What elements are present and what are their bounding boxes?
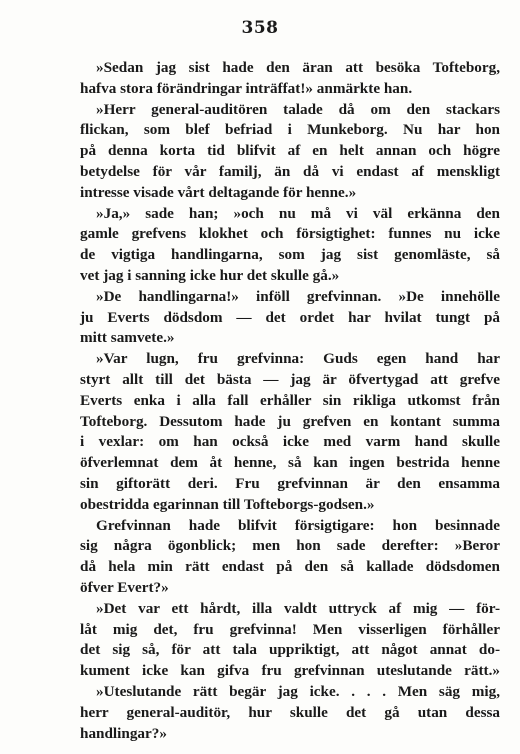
- text-line: intresse visade vårt deltagande för henne.»: [80, 183, 357, 201]
- text-line: gamle grefvens klokhet och försigtighet: funnes nu icke: [80, 225, 500, 243]
- text-line: styrt allt till det bästa — jag är öfvertygad att grefve: [80, 370, 500, 388]
- text-line: kument icke kan gifva fru grefvinnan uteslutande rätt.»: [80, 662, 500, 680]
- text-line: hafva stora förändringar inträffat!» anmärkte han.: [80, 79, 413, 97]
- text-line: »De handlingarna!» inföll grefvinnan. »De innehölle: [96, 287, 500, 305]
- text-line: »Herr general-auditören talade då om den stackars: [96, 100, 500, 118]
- text-line: flickan, som blef befriad i Munkeborg. Nu har hon: [80, 121, 500, 139]
- paragraph-6: [80, 516, 500, 599]
- paragraph-5: [80, 349, 500, 515]
- paragraph-2: [80, 100, 500, 204]
- text-line: låt mig det, fru grefvinna! Men visserligen förhåller: [80, 620, 500, 638]
- paragraph-4: [80, 287, 500, 349]
- text-line: sig några ögonblick; men hon sade derefter: »Beror: [80, 537, 500, 555]
- text-line: obestridda egarinnan till Tofteborgs-godsen.»: [80, 495, 375, 513]
- text-line: sin giftorätt deri. Fru grefvinnan är den ensamma: [80, 474, 500, 492]
- text-line: öfverlemnat dem åt henne, så kan ingen bestrida henne: [80, 454, 500, 472]
- text-line: »Ja,» sade han; »och nu må vi väl erkänna den: [96, 204, 500, 222]
- paragraph-1: [80, 58, 500, 100]
- text-line: herr general-auditör, hur skulle det gå utan dessa: [80, 703, 500, 721]
- text-line: då hela min rätt endast på den så kallade dödsdomen: [80, 558, 500, 576]
- paragraph-3: [80, 204, 500, 287]
- text-line: Everts enka i alla fall erhåller sin rikliga utkomst från: [80, 391, 500, 409]
- text-line: »Det var ett hårdt, illa valdt uttryck af mig — för-: [96, 599, 500, 617]
- text-line: »Sedan jag sist hade den äran att besöka Tofteborg,: [96, 59, 500, 76]
- text-line: handlingar?»: [80, 724, 167, 742]
- text-line: »Uteslutande rätt begär jag icke. . . . Men säg mig,: [96, 682, 500, 700]
- paragraph-8: [80, 682, 500, 744]
- text-line: på denna korta tid blifvit af en helt annan och högre: [80, 142, 500, 160]
- paragraph-7: [80, 599, 500, 682]
- page-number: 358: [241, 18, 279, 38]
- text-line: det sig så, för att tala uppriktigt, att något annat do-: [80, 641, 500, 659]
- text-line: i vexlar: om han också icke med varm hand skulle: [80, 433, 500, 451]
- text-line: de vigtiga handlingarna, som jag sist genomläste, så: [80, 246, 500, 264]
- body-text: [80, 58, 500, 744]
- text-line: mitt samvete.»: [80, 329, 175, 347]
- text-line: ju Everts dödsdom — det ordet har hvilat tungt på: [80, 308, 500, 326]
- text-line: Tofteborg. Dessutom hade ju grefven en kontant summa: [80, 412, 500, 430]
- text-line: vet jag i sanning icke hur det skulle gå.»: [80, 266, 340, 284]
- text-line: Grefvinnan hade blifvit försigtigare: hon besinnade: [96, 516, 500, 534]
- text-line: betydelse för vår familj, än då vi endast af menskligt: [80, 162, 500, 180]
- text-line: öfver Evert?»: [80, 578, 169, 596]
- text-line: »Var lugn, fru grefvinna: Guds egen hand har: [96, 350, 500, 368]
